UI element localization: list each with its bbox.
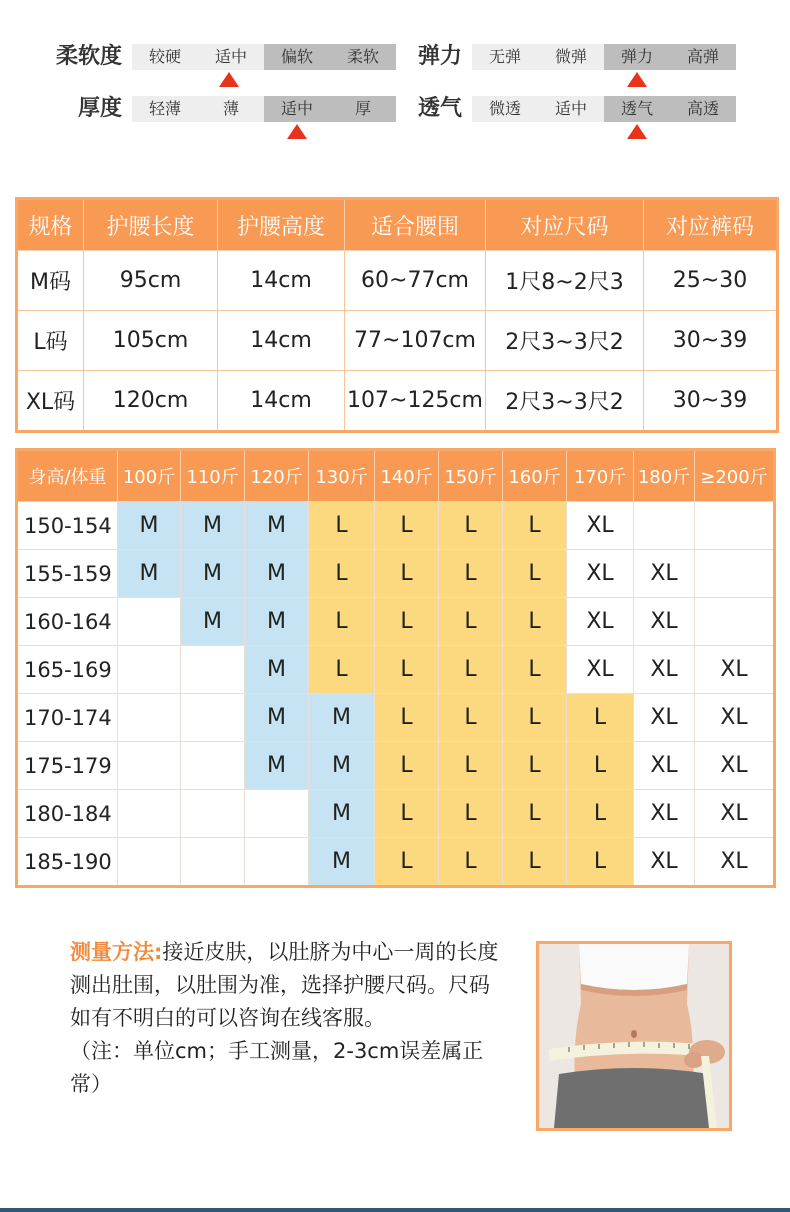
column-header: 120斤 [245, 450, 309, 502]
table-cell: 30~39 [644, 371, 778, 432]
size-cell: L [567, 694, 634, 742]
size-cell: XL [634, 550, 695, 598]
size-cell: M [245, 694, 309, 742]
size-cell: XL [634, 838, 695, 887]
size-cell: L [503, 598, 567, 646]
table-cell: 60~77cm [345, 251, 486, 311]
size-cell: XL [634, 742, 695, 790]
table-cell: 95cm [84, 251, 218, 311]
size-cell: XL [695, 742, 775, 790]
size-cell: M [309, 694, 375, 742]
table-cell: 1尺8~2尺3 [486, 251, 644, 311]
size-cell: L [439, 694, 503, 742]
size-cell: L [375, 598, 439, 646]
size-cell: XL [634, 694, 695, 742]
selected-marker-icon [627, 124, 647, 139]
size-cell: L [567, 790, 634, 838]
size-cell: M [118, 502, 181, 550]
table-cell: 14cm [218, 371, 345, 432]
attr-option: 轻薄 [132, 96, 198, 122]
table-cell: 30~39 [644, 311, 778, 371]
size-cell: L [439, 646, 503, 694]
size-cell: XL [567, 646, 634, 694]
column-header: 160斤 [503, 450, 567, 502]
height-weight-chart [15, 448, 776, 888]
waist-measuring-illustration [539, 944, 729, 1128]
size-cell: L [375, 550, 439, 598]
attr-label: 弹力 [417, 44, 462, 69]
size-cell: XL [567, 598, 634, 646]
size-cell: L [567, 838, 634, 887]
table-cell: 14cm [218, 311, 345, 371]
size-cell: L [503, 550, 567, 598]
table-header-row [17, 450, 775, 502]
size-cell: XL [634, 598, 695, 646]
attr-label: 透气 [417, 96, 462, 121]
table-header-row [17, 199, 778, 251]
table-row [17, 742, 775, 790]
size-cell [118, 646, 181, 694]
size-cell [118, 838, 181, 887]
attr-scale [472, 44, 736, 70]
table-cell: 105cm [84, 311, 218, 371]
table-cell: 77~107cm [345, 311, 486, 371]
instructions-title: 测量方法: [70, 940, 163, 964]
size-cell: L [375, 838, 439, 887]
size-cell: M [181, 550, 245, 598]
selected-marker-icon [219, 72, 239, 87]
attr-option: 高透 [670, 96, 736, 122]
attr-option: 厚 [330, 96, 396, 122]
instructions-note: （注：单位cm；手工测量，2-3cm误差属正常） [70, 1039, 484, 1096]
size-cell: M [245, 502, 309, 550]
size-cell: L [503, 646, 567, 694]
size-cell [118, 598, 181, 646]
size-cell: L [375, 742, 439, 790]
table-cell: M码 [17, 251, 84, 311]
attr-option: 适中 [198, 44, 264, 70]
size-cell [181, 646, 245, 694]
table-cell: 25~30 [644, 251, 778, 311]
table-row [17, 371, 778, 432]
size-cell: L [439, 598, 503, 646]
attr-label: 柔软度 [55, 44, 122, 69]
size-cell: L [309, 598, 375, 646]
size-cell [181, 790, 245, 838]
row-header-height: 180-184 [17, 790, 118, 838]
size-cell [695, 502, 775, 550]
size-cell [181, 742, 245, 790]
column-header: 护腰长度 [84, 199, 218, 251]
table-cell: 107~125cm [345, 371, 486, 432]
size-cell: L [503, 742, 567, 790]
size-cell: L [439, 838, 503, 887]
size-cell: L [309, 646, 375, 694]
measurement-instructions [70, 936, 510, 1101]
column-header: 140斤 [375, 450, 439, 502]
size-cell: L [439, 550, 503, 598]
row-header-height: 170-174 [17, 694, 118, 742]
table-row [17, 646, 775, 694]
size-cell: M [309, 790, 375, 838]
size-cell [181, 694, 245, 742]
table-cell: 14cm [218, 251, 345, 311]
column-header: 规格 [17, 199, 84, 251]
attr-option: 无弹 [472, 44, 538, 70]
size-cell: M [118, 550, 181, 598]
table-row [17, 502, 775, 550]
attr-option: 适中 [264, 96, 330, 122]
size-cell: L [567, 742, 634, 790]
size-cell: L [503, 694, 567, 742]
size-cell: XL [695, 838, 775, 887]
row-header-height: 150-154 [17, 502, 118, 550]
column-header: 150斤 [439, 450, 503, 502]
column-header: 110斤 [181, 450, 245, 502]
table-row [17, 550, 775, 598]
table-row [17, 838, 775, 887]
size-cell: L [375, 646, 439, 694]
row-header-height: 165-169 [17, 646, 118, 694]
size-cell: XL [695, 790, 775, 838]
attr-option: 透气 [604, 96, 670, 122]
attr-scale [132, 96, 396, 122]
size-cell [634, 502, 695, 550]
table-row [17, 598, 775, 646]
table-cell: 2尺3~3尺2 [486, 311, 644, 371]
table-row [17, 311, 778, 371]
column-header: 130斤 [309, 450, 375, 502]
size-cell: L [375, 502, 439, 550]
column-header: 180斤 [634, 450, 695, 502]
column-header: 对应裤码 [644, 199, 778, 251]
size-cell [695, 550, 775, 598]
attr-option: 微弹 [538, 44, 604, 70]
size-cell: M [181, 598, 245, 646]
column-header: 护腰高度 [218, 199, 345, 251]
size-cell: M [245, 598, 309, 646]
table-row [17, 694, 775, 742]
size-cell: XL [567, 502, 634, 550]
column-header: 100斤 [118, 450, 181, 502]
attr-scale [132, 44, 396, 70]
column-header: ≥200斤 [695, 450, 775, 502]
size-cell [245, 838, 309, 887]
attr-label: 厚度 [77, 96, 122, 121]
size-cell: M [245, 742, 309, 790]
size-cell: XL [695, 646, 775, 694]
instructions-body: 接近皮肤，以肚脐为中心一周的长度测出肚围，以肚围为准，选择护腰尺码。尺码如有不明白的可以咨询在线客服。 [70, 940, 499, 1030]
size-cell: XL [634, 646, 695, 694]
table-cell: L码 [17, 311, 84, 371]
size-cell: M [245, 550, 309, 598]
size-cell [118, 694, 181, 742]
size-cell [695, 598, 775, 646]
size-cell [181, 838, 245, 887]
column-header: 对应尺码 [486, 199, 644, 251]
size-cell: L [375, 694, 439, 742]
size-cell: L [439, 742, 503, 790]
row-header-height: 185-190 [17, 838, 118, 887]
table-row [17, 790, 775, 838]
attr-option: 较硬 [132, 44, 198, 70]
column-header: 170斤 [567, 450, 634, 502]
size-cell: XL [634, 790, 695, 838]
size-cell: M [181, 502, 245, 550]
table-cell: 2尺3~3尺2 [486, 371, 644, 432]
size-cell: L [439, 502, 503, 550]
size-cell: XL [695, 694, 775, 742]
size-cell: M [245, 646, 309, 694]
size-cell: L [503, 502, 567, 550]
row-header-height: 175-179 [17, 742, 118, 790]
attr-option: 薄 [198, 96, 264, 122]
attr-scale [472, 96, 736, 122]
size-cell [118, 790, 181, 838]
table-cell: XL码 [17, 371, 84, 432]
attr-option: 柔软 [330, 44, 396, 70]
row-header-height: 160-164 [17, 598, 118, 646]
table-row [17, 251, 778, 311]
column-header: 适合腰围 [345, 199, 486, 251]
size-cell: M [309, 742, 375, 790]
size-cell: L [375, 790, 439, 838]
size-cell [118, 742, 181, 790]
row-header-height: 155-159 [17, 550, 118, 598]
attr-option: 偏软 [264, 44, 330, 70]
waist-measuring-photo [536, 941, 732, 1131]
selected-marker-icon [627, 72, 647, 87]
attr-option: 适中 [538, 96, 604, 122]
size-cell: L [309, 550, 375, 598]
attr-option: 高弹 [670, 44, 736, 70]
column-header: 身高/体重 [17, 450, 118, 502]
size-cell: M [309, 838, 375, 887]
attr-option: 微透 [472, 96, 538, 122]
attr-option: 弹力 [604, 44, 670, 70]
size-cell [245, 790, 309, 838]
size-cell: L [503, 790, 567, 838]
table-cell: 120cm [84, 371, 218, 432]
size-cell: XL [567, 550, 634, 598]
footer-divider [0, 1208, 790, 1212]
selected-marker-icon [287, 124, 307, 139]
size-spec-table [15, 197, 779, 433]
size-cell: L [439, 790, 503, 838]
size-cell: L [503, 838, 567, 887]
size-cell: L [309, 502, 375, 550]
